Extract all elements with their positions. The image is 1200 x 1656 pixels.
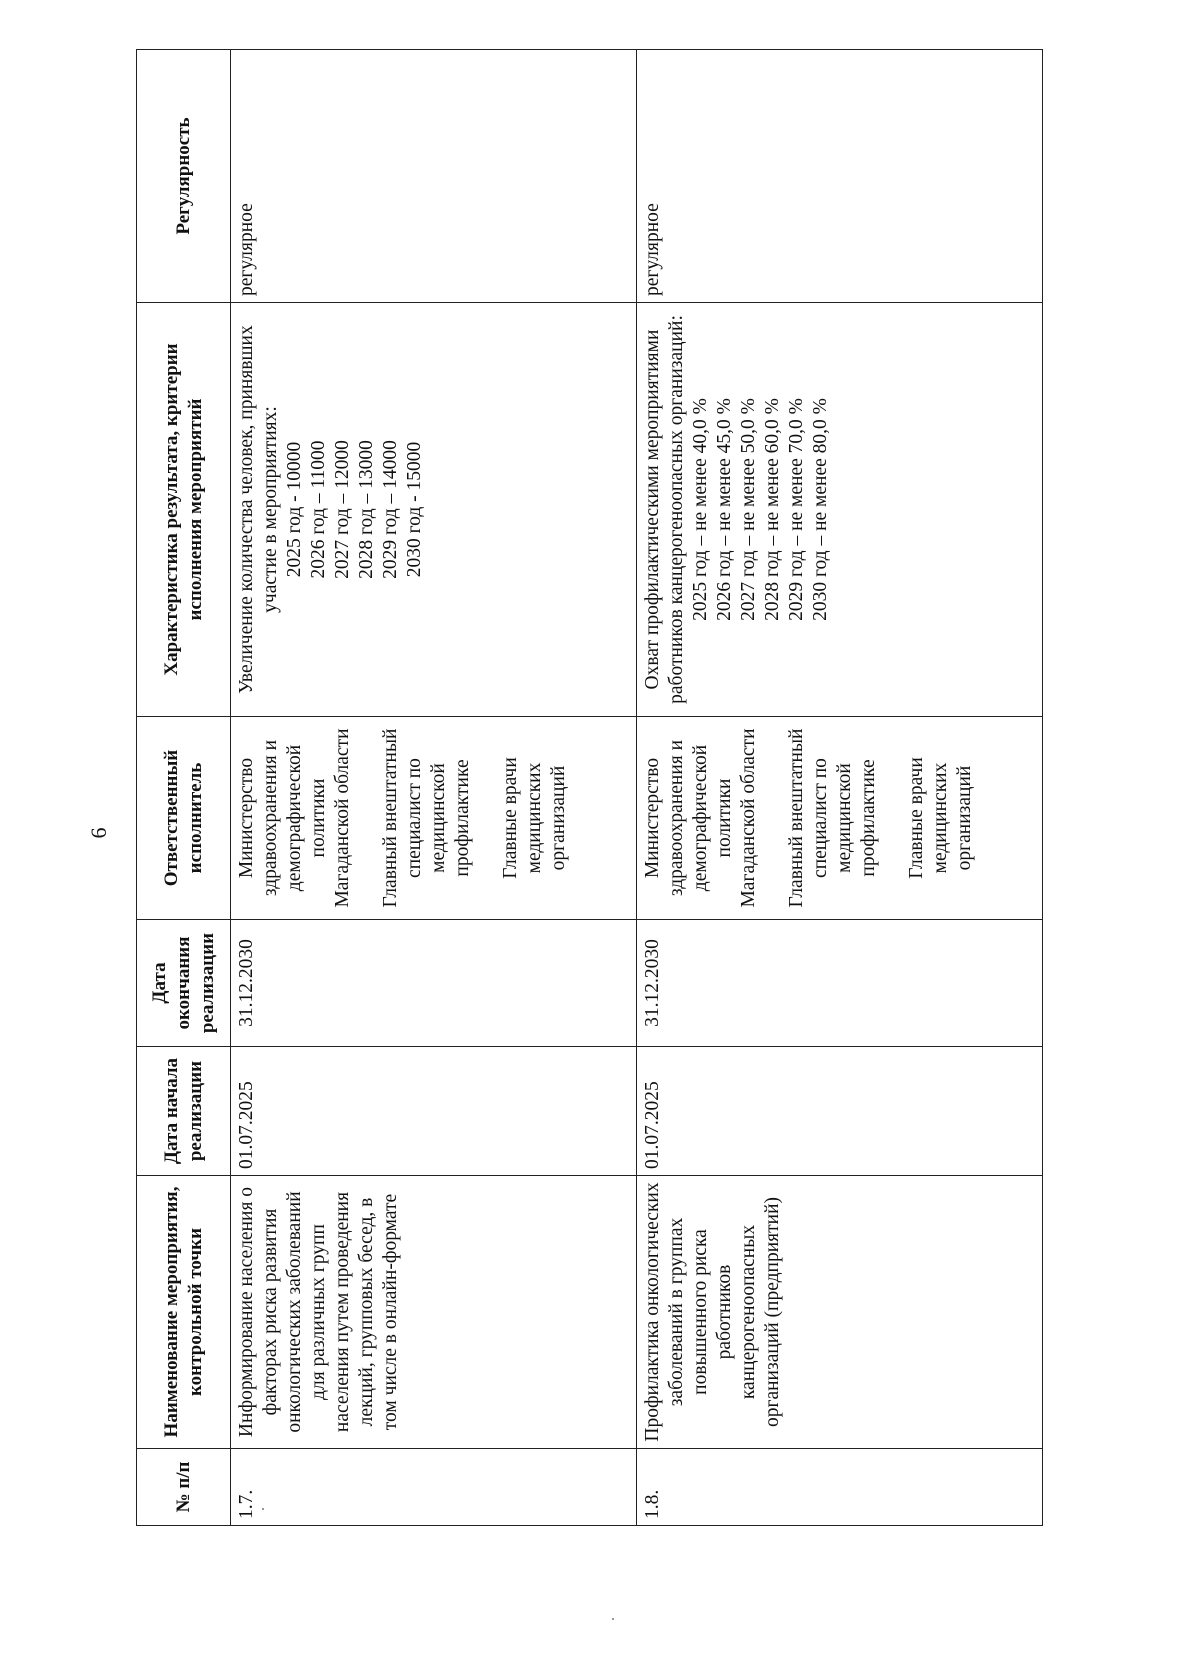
result-item: 2028 год – не менее 60,0 % [762,398,783,621]
result-item: 2028 год – 13000 [356,440,377,579]
responsible-line: Главные врачи медицинских организаций [500,757,569,879]
result-item: 2026 год – не менее 45,0 % [714,398,735,621]
result-item: 2029 год – 14000 [380,440,401,579]
responsible-line [761,723,785,913]
rotated-table-wrapper [136,50,1042,1526]
end-date: 31.12.2030 [231,920,637,1047]
result-item: 2026 год – 11000 [308,440,329,579]
responsible-line: Главный внештатный специалист по медицинской профилактике [786,728,879,908]
result-criteria [231,303,637,717]
scan-speck [612,1618,614,1620]
row-number: 1.8. [637,1449,1043,1526]
responsible-executor [637,717,1043,920]
measure-name: Информирование населения о факторах риска развития онкологических заболеваний для различных групп населения путем проведения лекций, групповых бесед, в том числе в онлайн-формате [231,1176,637,1449]
responsible-line: Министерство здравоохранения и демографической политики Магаданской области [236,728,353,908]
result-criteria [637,303,1043,717]
result-item: 2025 год - 10000 [284,441,305,578]
result-title: Увеличение количества человек, принявших участие в мероприятиях: [236,325,281,694]
header-responsible: Ответственный исполнитель [137,717,231,920]
header-start-date: Дата начала реализации [137,1047,231,1176]
responsible-line: Министерство здравоохранения и демографической политики Магаданской области [642,728,759,908]
header-name: Наименование мероприятия, контрольной точки [137,1176,231,1449]
measures-table [136,49,1043,1526]
end-date: 31.12.2030 [637,920,1043,1047]
result-item: 2029 год – не менее 70,0 % [786,398,807,621]
table-header-row [137,50,231,1526]
result-title: Охват профилактическими мероприятиями работников канцерогеноопасных организаций: [642,315,687,704]
result-item: 2025 год – не менее 40,0 % [690,398,711,621]
result-item: 2027 год – не менее 50,0 % [738,398,759,621]
result-item: 2030 год – не менее 80,0 % [810,398,831,621]
responsible-line: Главный внештатный специалист по медицинской профилактике [380,728,473,908]
header-end-date: Дата окончания реализации [137,920,231,1047]
header-regularity: Регулярность [137,50,231,303]
responsible-line [881,723,905,913]
page-number: 6 [86,827,111,839]
responsible-line [355,723,379,913]
measure-name: Профилактика онкологических заболеваний в группах повышенного риска работников канцерогеноопасных организаций (предприятий) [637,1176,1043,1449]
start-date: 01.07.2025 [637,1047,1043,1176]
result-item: 2027 год – 12000 [332,440,353,579]
regularity: регулярное [637,50,1043,303]
regularity: регулярное [231,50,637,303]
row-number: 1.7. [231,1449,637,1526]
table-row [637,50,1043,1526]
result-item: 2030 год - 15000 [404,441,425,578]
responsible-line: Главные врачи медицинских организаций [906,757,975,879]
table-row [231,50,637,1526]
start-date: 01.07.2025 [231,1047,637,1176]
header-num: № п/п [137,1449,231,1526]
responsible-line [475,723,499,913]
header-result: Характеристика результата, критерии исполнения мероприятий [137,303,231,717]
responsible-executor [231,717,637,920]
